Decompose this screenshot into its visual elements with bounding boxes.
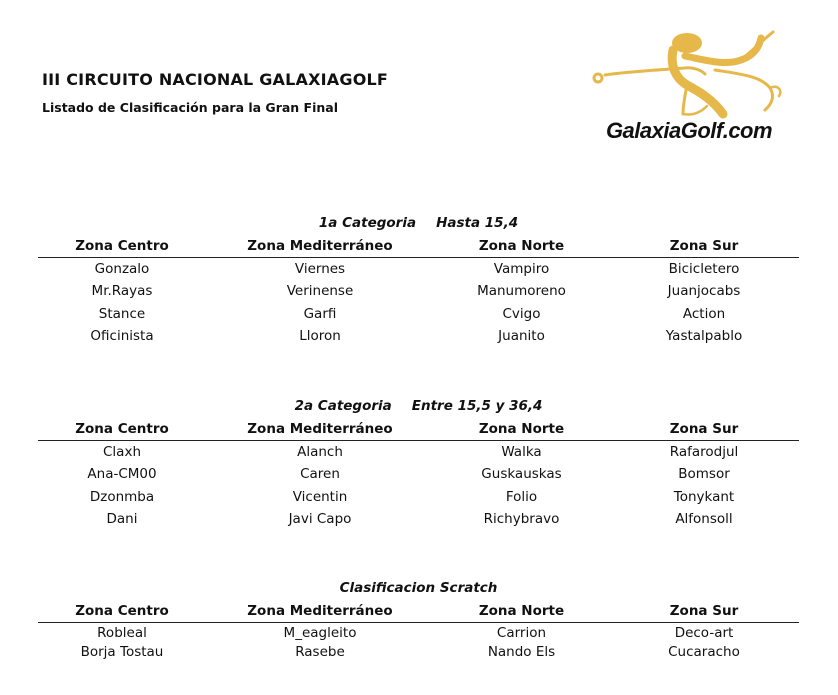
table-row xyxy=(38,280,799,302)
table-cell: Vampiro xyxy=(493,261,550,278)
table-row xyxy=(38,643,799,663)
table-cell: Ana-CM00 xyxy=(87,466,157,483)
section-heading xyxy=(38,398,799,418)
page-title: III CIRCUITO NACIONAL GALAXIAGOLF xyxy=(42,70,389,89)
section-heading xyxy=(38,215,799,235)
table-row xyxy=(38,303,799,325)
table-cell: Nando Els xyxy=(487,644,556,661)
table-row xyxy=(38,441,799,464)
table-cell: Javi Capo xyxy=(288,511,352,528)
table-cell: Mr.Rayas xyxy=(91,283,153,300)
table-header-row xyxy=(38,418,799,441)
table-cell: Juanjocabs xyxy=(667,283,741,300)
table-cell: Garfi xyxy=(303,305,337,322)
table-cell: Robleal xyxy=(97,624,147,641)
table-cell: Dani xyxy=(106,511,138,528)
table-cell: Cucaracho xyxy=(668,644,740,661)
table-cell: Vicentin xyxy=(292,488,348,505)
column-header-zona-sur: Zona Sur xyxy=(609,418,799,441)
section-1a-categoria xyxy=(38,215,799,347)
table-cell: Cvigo xyxy=(502,305,541,322)
column-header-zona-sur: Zona Sur xyxy=(609,235,799,258)
column-header-zona-norte: Zona Norte xyxy=(434,235,609,258)
column-header-zona-mediterraneo: Zona Mediterráneo xyxy=(206,418,434,441)
section-name: 1a Categoria xyxy=(318,215,417,231)
column-header-zona-norte: Zona Norte xyxy=(434,600,609,623)
section-name: Clasificacion Scratch xyxy=(339,580,498,596)
section-range: Hasta 15,4 xyxy=(436,215,519,231)
table-cell: Rasebe xyxy=(295,644,345,661)
table-header-row xyxy=(38,600,799,623)
table-cell: Viernes xyxy=(294,261,346,278)
table-cell: Rafarodjul xyxy=(669,444,739,461)
table-cell: Lloron xyxy=(299,328,341,345)
page-subtitle: Listado de Clasificación para la Gran Final xyxy=(42,100,338,115)
table-cell: Caren xyxy=(300,466,340,483)
galaxiagolf-logo xyxy=(565,30,810,150)
table-row xyxy=(38,486,799,508)
table-cell: Manumoreno xyxy=(477,283,566,300)
column-header-zona-centro: Zona Centro xyxy=(38,418,206,441)
table-cell: Stance xyxy=(98,305,146,322)
table-cell: Claxh xyxy=(103,444,141,461)
table-cell: Yastalpablo xyxy=(665,328,743,345)
table-cell: Verinense xyxy=(286,283,354,300)
table-cell: Dzonmba xyxy=(89,488,155,505)
table-row xyxy=(38,463,799,485)
table-cell: Juanito xyxy=(498,328,545,345)
table-cell: M_eagleito xyxy=(283,624,357,641)
table-cell: Gonzalo xyxy=(94,261,150,278)
table-row xyxy=(38,325,799,347)
column-header-zona-mediterraneo: Zona Mediterráneo xyxy=(206,600,434,623)
section-2a-categoria xyxy=(38,398,799,530)
table-cell: Bomsor xyxy=(678,466,730,483)
column-header-zona-norte: Zona Norte xyxy=(434,418,609,441)
logo-wordmark: GalaxiaGolf.com xyxy=(605,118,773,143)
table-cell: Bicicletero xyxy=(668,261,740,278)
table-row xyxy=(38,508,799,530)
table-cell: Carrion xyxy=(496,624,547,641)
table-cell: Walka xyxy=(501,444,542,461)
section-name: 2a Categoria xyxy=(294,398,392,414)
column-header-zona-mediterraneo: Zona Mediterráneo xyxy=(206,235,434,258)
column-header-zona-sur: Zona Sur xyxy=(609,600,799,623)
table-cell: Alanch xyxy=(297,444,343,461)
table-header-row xyxy=(38,235,799,258)
column-header-zona-centro: Zona Centro xyxy=(38,235,206,258)
table-cell: Action xyxy=(682,305,726,322)
classification-table xyxy=(38,600,799,662)
classification-table xyxy=(38,418,799,530)
section-clasificacion-scratch xyxy=(38,580,799,662)
table-cell: Richybravo xyxy=(483,511,560,528)
section-range: Entre 15,5 y 36,4 xyxy=(411,398,543,414)
column-header-zona-centro: Zona Centro xyxy=(38,600,206,623)
table-row xyxy=(38,623,799,643)
table-row xyxy=(38,258,799,281)
table-cell: Guskauskas xyxy=(481,466,562,483)
classification-table xyxy=(38,235,799,347)
table-cell: Tonykant xyxy=(673,488,735,505)
golfer-swing-icon xyxy=(565,30,810,125)
table-cell: Folio xyxy=(505,488,538,505)
table-cell: Oficinista xyxy=(90,328,154,345)
table-cell: Alfonsoll xyxy=(675,511,733,528)
table-cell: Deco-art xyxy=(674,624,734,641)
table-cell: Borja Tostau xyxy=(80,644,164,661)
section-heading xyxy=(38,580,799,600)
